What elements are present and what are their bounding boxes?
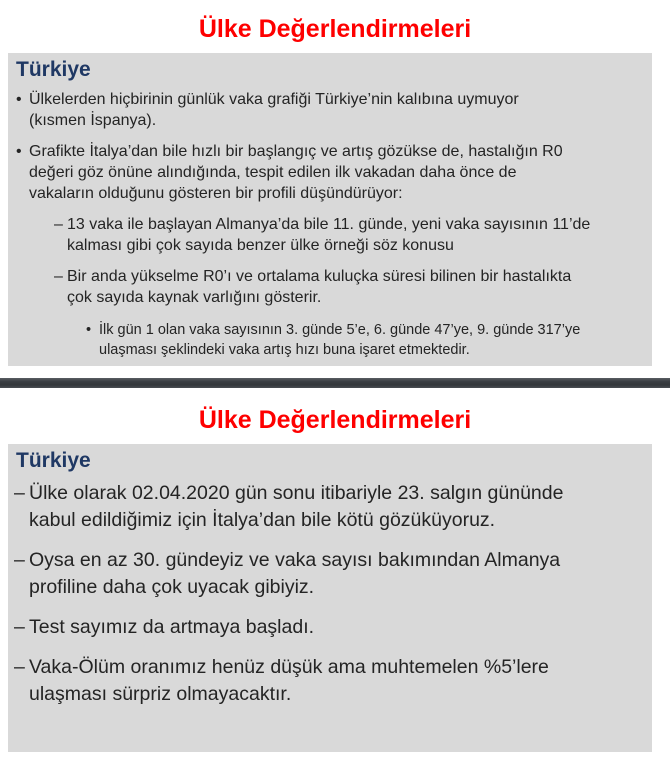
bullet-item [16, 89, 644, 131]
bullet-text [29, 547, 644, 601]
bullet-marker: – [14, 656, 25, 678]
slide-1-title: Ülke Değerlendirmeleri [198, 15, 472, 43]
bullet-marker: • [86, 322, 92, 338]
slide-2-panel [8, 444, 652, 752]
bullet-line: (kısmen İspanya). [29, 112, 157, 129]
bullet-text [67, 266, 644, 308]
bullet-item [14, 480, 644, 534]
bullet-line: vakaların olduğunu gösteren bir profili düşündürüyor: [29, 185, 403, 202]
bullet-marker: • [16, 91, 22, 108]
bullet-text [29, 654, 644, 708]
bullet-line: Vaka-Ölüm oranımız henüz düşük ama muhtemelen %5’lere [29, 656, 549, 678]
bullet-line: profiline daha çok uyacak gibiyiz. [29, 576, 315, 598]
bullet-item [14, 654, 644, 708]
bullet-marker: – [54, 216, 63, 233]
bullet-line: Test sayımız da artmaya başladı. [29, 616, 315, 638]
bullet-marker: – [14, 549, 25, 571]
slide-2-title: Ülke Değerlendirmeleri [198, 406, 472, 434]
bullet-line: ulaşması sürpriz olmayacaktır. [29, 683, 292, 705]
bullet-line: kalması gibi çok sayıda benzer ülke örneği söz konusu [67, 237, 454, 254]
bullet-item [14, 547, 644, 601]
sub-bullet-item [54, 266, 644, 308]
slide-divider [0, 378, 670, 388]
bullet-marker: – [14, 482, 25, 504]
bullet-text [29, 89, 644, 131]
bullet-marker: – [14, 616, 25, 638]
sub-bullet-item [54, 214, 644, 256]
bullet-line: değeri göz önüne alındığında, tespit edilen ilk vakadan daha önce de [29, 164, 517, 181]
slide-2-section-header: Türkiye [16, 449, 91, 472]
slide-1-section-header: Türkiye [16, 58, 91, 81]
bullet-line: Ülke olarak 02.04.2020 gün sonu itibariyle 23. salgın gününde [29, 482, 564, 504]
slide-1-panel [8, 53, 652, 366]
bullet-line: Grafikte İtalya’dan bile hızlı bir başlangıç ve artış gözükse de, hastalığın R0 [29, 143, 563, 160]
bullet-text [67, 214, 644, 256]
bullet-line: Ülkelerden hiçbirinin günlük vaka grafiği Türkiye’nin kalıbına uymuyor [29, 91, 519, 108]
bullet-text [29, 614, 644, 641]
bullet-item [16, 141, 644, 204]
bullet-item [14, 614, 644, 641]
bullet-text [99, 320, 644, 360]
bullet-marker: • [16, 143, 22, 160]
bullet-line: Bir anda yükselme R0’ı ve ortalama kuluçka süresi bilinen bir hastalıkta [67, 268, 572, 285]
bullet-line: çok sayıda kaynak varlığını gösterir. [67, 289, 322, 306]
bullet-text [29, 480, 644, 534]
bullet-text [29, 141, 644, 204]
bullet-line: 13 vaka ile başlayan Almanya’da bile 11. günde, yeni vaka sayısının 11’de [67, 216, 591, 233]
slide-1 [0, 14, 670, 366]
bullet-line: İlk gün 1 olan vaka sayısının 3. günde 5’e, 6. günde 47’ye, 9. günde 317’ye [99, 322, 581, 338]
bullet-line: Oysa en az 30. gündeyiz ve vaka sayısı bakımından Almanya [29, 549, 561, 571]
bullet-line: kabul edildiğimiz için İtalya’dan bile kötü gözüküyoruz. [29, 509, 496, 531]
slide-2 [0, 405, 670, 752]
sub-sub-bullet-item [86, 320, 644, 360]
bullet-line: ulaşması şeklindeki vaka artış hızı buna işaret etmektedir. [99, 342, 470, 358]
bullet-marker: – [54, 268, 63, 285]
